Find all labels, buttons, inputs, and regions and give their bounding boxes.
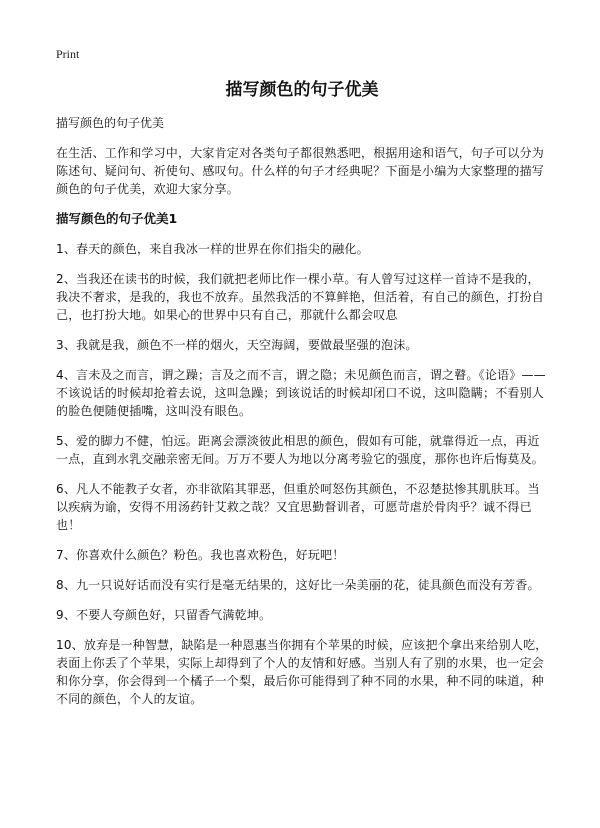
list-item: 5、爱的脚力不健，怕远。距离会漂淡彼此相思的颜色，假如有可能，就靠得近一点，再近一点，直到水乳交融亲密无间。万万不要人为地以分离考验它的强度，那你也许后悔莫及。 bbox=[56, 434, 545, 466]
list-item: 4、言未及之而言，谓之躁；言及之而不言，谓之隐；未见颜色而言，谓之瞽。《论语》——不该说话的时候却抢着去说，这叫急躁；到该说话的时候却闭口不说，这叫隐瞒；不看别人的脸色便随便插嘴，这叫没有眼色。 bbox=[56, 368, 546, 418]
list-item: 8、九一只说好话而没有实行是毫无结果的，这好比一朵美丽的花，徒具颜色而没有芳香。 bbox=[56, 578, 540, 592]
list-item: 1、春天的颜色，来自我冰一样的世界在你们指尖的融化。 bbox=[56, 242, 369, 256]
sentence-list bbox=[56, 240, 548, 708]
print-link[interactable]: Print bbox=[56, 47, 80, 61]
list-item: 3、我就是我，颜色不一样的烟火，天空海阔，要做最坚强的泡沫。 bbox=[56, 338, 418, 352]
document-subtitle: 描写颜色的句子优美 bbox=[56, 116, 165, 130]
intro-paragraph: 在生活、工作和学习中，大家肯定对各类句子都很熟悉吧，根据用途和语气，句子可以分为陈述句、疑问句、祈使句、感叹句。什么样的句子才经典呢？下面是小编为大家整理的描写颜色的句子优美，欢迎大家分享。 bbox=[56, 146, 545, 196]
list-item: 7、你喜欢什么颜色？粉色。我也喜欢粉色，好玩吧！ bbox=[56, 548, 345, 562]
list-item: 2、当我还在读书的时候，我们就把老师比作一棵小草。有人曾写过这样一首诗不是我的，我决不奢求，是我的，我也不放弃。虽然我活的不算鲜艳，但活着，有自己的颜色，打扮自己，也打扮大地。如果心的世界中只有自己，那就什么都会叹息 bbox=[56, 272, 545, 322]
list-item: 10、放弃是一种智慧，缺陷是一种恩惠当你拥有个苹果的时候，应该把个拿出来给别人吃，表面上你丢了个苹果，实际上却得到了个人的友情和好感。当别人有了别的水果，也一定会和你分享，你会得到一个橘子一个梨，最后你可能得到了种不同的水果，种不同的味道，种不同的颜色，个人的友谊。 bbox=[56, 638, 548, 706]
document-page bbox=[56, 46, 548, 708]
list-item: 6、凡人不能教子女者，亦非欲陷其罪恶，但重於呵怒伤其颜色，不忍楚挞惨其肌肤耳。当以疾病为谕，安得不用汤药针艾救之哉？又宜思勤督训者，可愿苛虐於骨肉乎？诚不得已也！ bbox=[56, 482, 540, 532]
page-title: 描写颜色的句子优美 bbox=[225, 80, 379, 100]
list-item: 9、不要人夸颜色好，只留香气满乾坤。 bbox=[56, 608, 272, 622]
section-heading: 描写颜色的句子优美1 bbox=[56, 211, 178, 226]
